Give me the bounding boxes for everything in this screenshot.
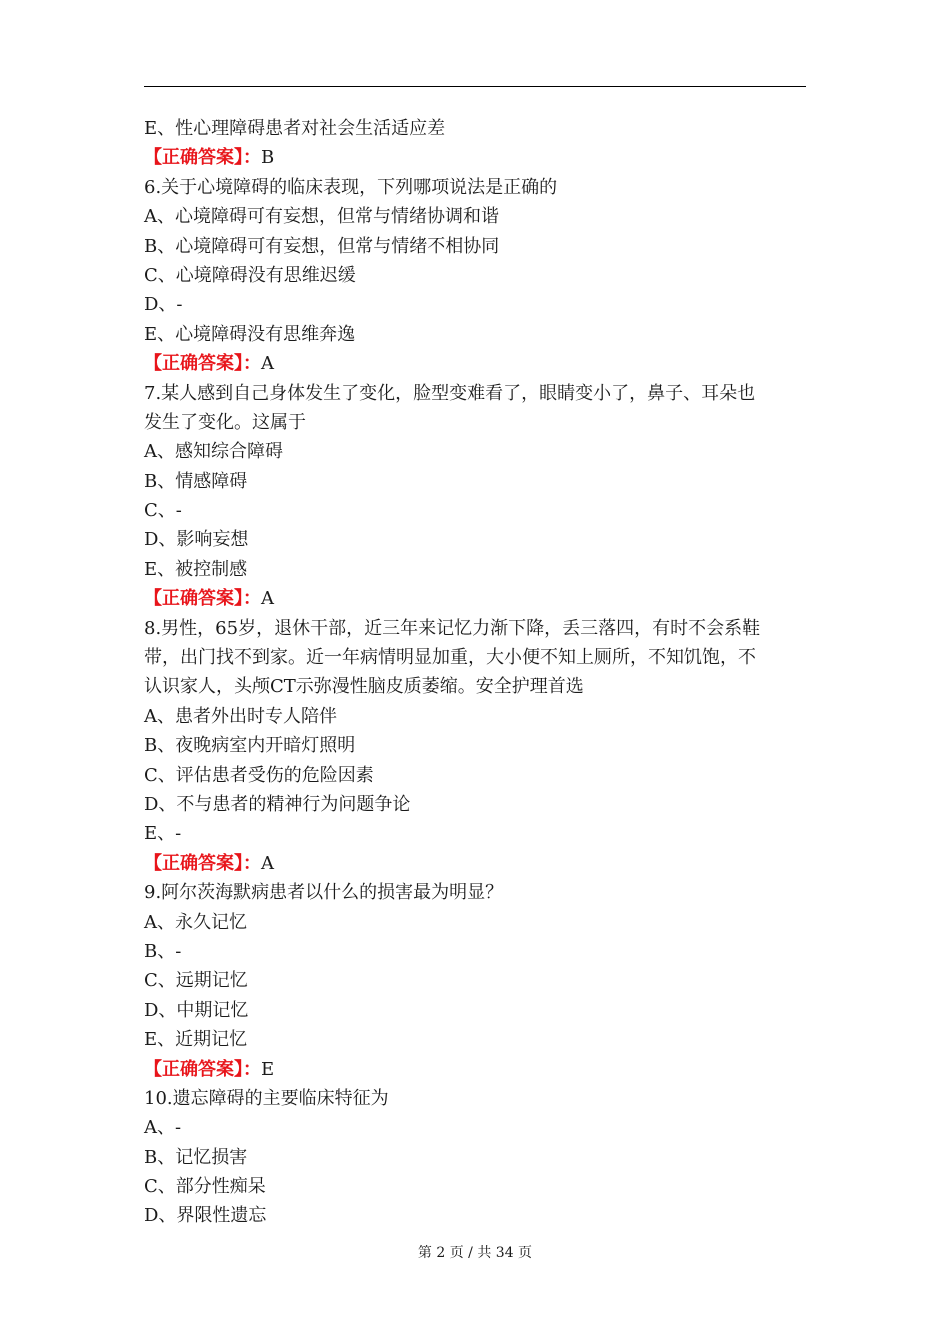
question-text: 10.遗忘障碍的主要临床特征为 — [144, 1087, 389, 1109]
correct-answer — [144, 143, 806, 172]
option-text: E、近期记忆 — [144, 1029, 248, 1051]
option-text: B、记忆损害 — [144, 1146, 248, 1168]
document-body — [144, 114, 806, 1231]
answer-value: A — [261, 852, 274, 874]
option-text: E、性心理障碍患者对社会生活适应差 — [144, 118, 446, 139]
option-text: E、- — [144, 823, 182, 845]
answer-label: 【正确答案】： — [144, 147, 261, 169]
option-text: B、情感障碍 — [144, 470, 248, 492]
answer-value: A — [261, 353, 274, 375]
option-text: B、夜晚病室内开暗灯照明 — [144, 735, 356, 757]
question-text: 9.阿尔茨海默病患者以什么的损害最为明显？ — [144, 882, 504, 904]
correct-answer — [144, 584, 806, 613]
option-text: B、心境障碍可有妄想，但常与情绪不相协同 — [144, 235, 500, 257]
correct-answer — [144, 349, 806, 378]
answer-value: B — [261, 147, 275, 169]
answer-label: 【正确答案】： — [144, 852, 261, 874]
option-text: C、远期记忆 — [144, 970, 248, 992]
option-text: D、界限性遗忘 — [144, 1205, 267, 1227]
option-text: E、被控制感 — [144, 558, 248, 580]
question-text: 带，出门找不到家。近一年病情明显加重，大小便不知上厕所，不知饥饱，不 — [144, 647, 756, 669]
question-text: 7.某人感到自己身体发生了变化，脸型变难看了，眼睛变小了，鼻子、耳朵也 — [144, 382, 756, 404]
option-text: D、不与患者的精神行为问题争论 — [144, 793, 411, 815]
option-text: D、中期记忆 — [144, 999, 249, 1021]
option-text: A、- — [144, 1117, 182, 1139]
page-footer: 第 2 页 / 共 34 页 — [417, 1245, 533, 1261]
option-text: E、心境障碍没有思维奔逸 — [144, 323, 356, 345]
correct-answer — [144, 1055, 806, 1084]
answer-value: A — [261, 588, 274, 610]
question-text: 发生了变化。这属于 — [144, 411, 306, 433]
option-text: A、感知综合障碍 — [144, 441, 283, 463]
question-text: 6.关于心境障碍的临床表现，下列哪项说法是正确的 — [144, 176, 558, 198]
answer-label: 【正确答案】： — [144, 588, 261, 610]
question-text: 8.男性，65岁，退休干部，近三年来记忆力渐下降，丢三落四，有时不会系鞋 — [144, 617, 761, 639]
option-text: C、心境障碍没有思维迟缓 — [144, 264, 356, 286]
question-text: 认识家人，头颅CT示弥漫性脑皮质萎缩。安全护理首选 — [144, 676, 584, 698]
header-rule — [144, 86, 806, 87]
answer-value: E — [261, 1058, 275, 1080]
option-text: A、患者外出时专人陪伴 — [144, 705, 337, 727]
option-text: A、永久记忆 — [144, 911, 247, 933]
option-text: C、- — [144, 500, 182, 522]
option-text: D、影响妄想 — [144, 529, 249, 551]
option-text: A、心境障碍可有妄想，但常与情绪协调和谐 — [144, 206, 499, 228]
option-text: B、- — [144, 940, 182, 962]
option-text: D、- — [144, 294, 183, 316]
answer-label: 【正确答案】： — [144, 1058, 261, 1080]
option-text: C、部分性痴呆 — [144, 1176, 266, 1198]
correct-answer — [144, 849, 806, 878]
answer-label: 【正确答案】： — [144, 353, 261, 375]
option-text: C、评估患者受伤的危险因素 — [144, 764, 374, 786]
